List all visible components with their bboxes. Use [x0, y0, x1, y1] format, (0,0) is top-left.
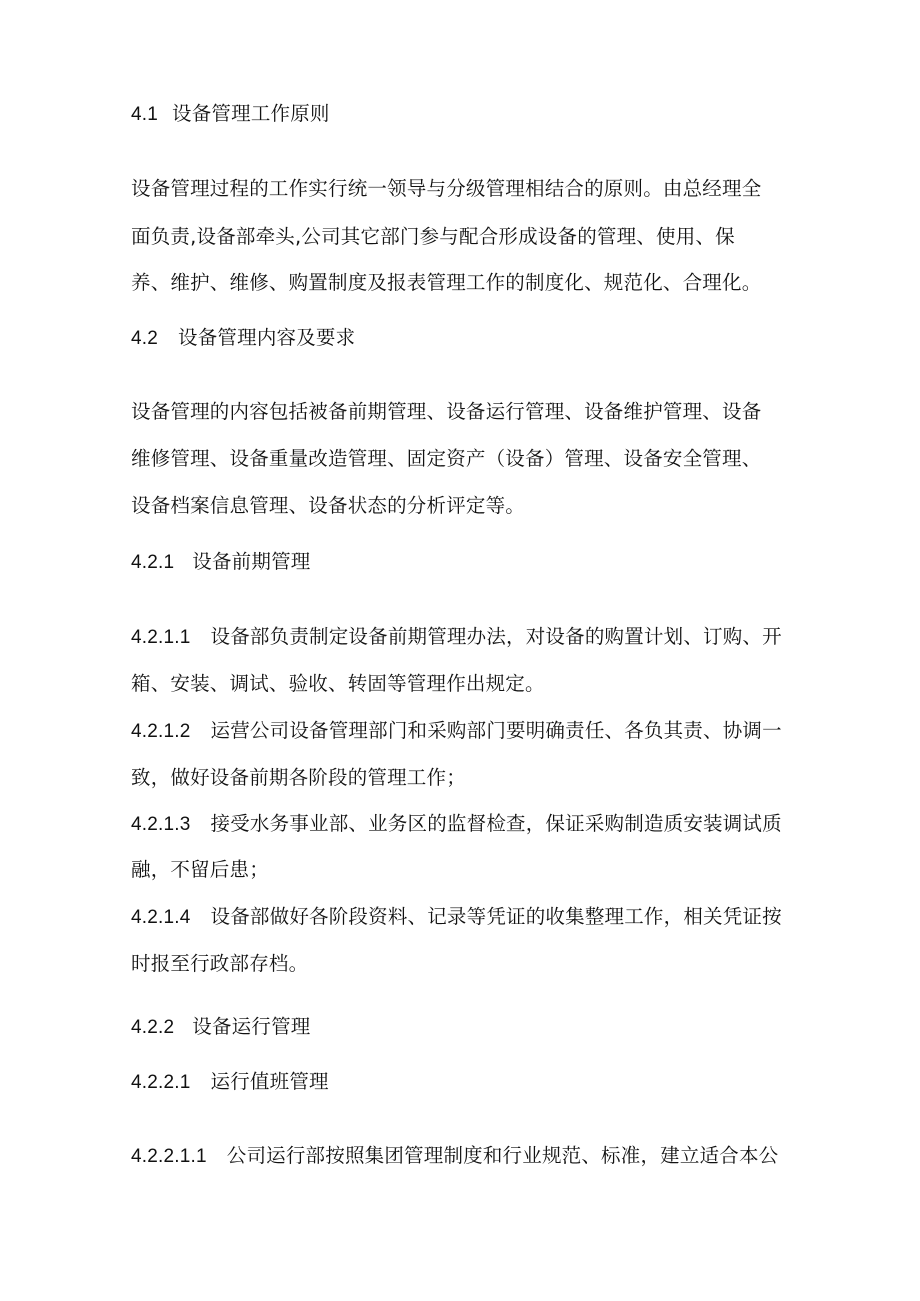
heading-number: 4.2.1: [131, 552, 175, 573]
list-item-continuation: 融，不留后患；: [131, 858, 269, 881]
item-text: 公司运行部按照集团管理制度和行业规范、标准，建立适合本公: [226, 1144, 779, 1167]
list-item-4-2-2-1-1: [131, 1144, 801, 1169]
paragraph-line: 设备管理过程的工作实行统一领导与分级管理相结合的原则。由总经理全: [131, 177, 762, 200]
item-number: 4.2.1.1: [131, 627, 191, 648]
heading-number: 4.1: [131, 104, 159, 125]
list-item-continuation: 箱、安装、调试、验收、转固等管理作出规定。: [131, 672, 545, 695]
paragraph-line: 面负责,设备部牵头,公司其它部门参与配合形成设备的管理、使用、保: [131, 225, 735, 248]
paragraph-line: 维修管理、设备重量改造管理、固定资产（设备）管理、设备安全管理、: [131, 447, 762, 470]
item-number: 4.2.2.1.1: [131, 1146, 207, 1167]
heading-title: 设备管理内容及要求: [178, 326, 356, 349]
paragraph-line: 养、维护、维修、购置制度及报表管理工作的制度化、规范化、合理化。: [131, 271, 762, 294]
heading-number: 4.2.2: [131, 1017, 175, 1038]
paragraph-line: 设备管理的内容包括被备前期管理、设备运行管理、设备维护管理、设备: [131, 400, 762, 423]
list-item-4-2-1-2: [131, 719, 801, 744]
list-item-4-2-1-3: [131, 812, 801, 837]
item-text: 设备部负责制定设备前期管理办法，对设备的购置计划、订购、开: [210, 625, 782, 648]
heading-title: 运行值班管理: [210, 1070, 329, 1093]
list-item-continuation: 时报至行政部存档。: [131, 952, 309, 975]
list-item-continuation: 致，做好设备前期各阶段的管理工作；: [131, 766, 466, 789]
heading-number: 4.2: [131, 328, 159, 349]
item-number: 4.2.1.3: [131, 814, 191, 835]
list-item-4-2-1-1: [131, 625, 801, 650]
heading-4-1: [131, 102, 801, 127]
heading-4-2-2: [131, 1015, 801, 1040]
item-number: 4.2.1.4: [131, 907, 191, 928]
list-item-4-2-1-4: [131, 905, 801, 930]
item-text: 运营公司设备管理部门和采购部门要明确责任、各负其责、协调一: [210, 719, 782, 742]
heading-4-2-2-1: [131, 1070, 801, 1095]
heading-title: 设备管理工作原则: [172, 102, 330, 125]
heading-title: 设备运行管理: [192, 1015, 311, 1038]
item-text: 接受水务事业部、业务区的监督检查，保证采购制造质安装调试质: [210, 812, 782, 835]
heading-4-2: [131, 326, 801, 351]
heading-4-2-1: [131, 550, 801, 575]
item-number: 4.2.1.2: [131, 721, 191, 742]
heading-title: 设备前期管理: [192, 550, 311, 573]
item-text: 设备部做好各阶段资料、记录等凭证的收集整理工作，相关凭证按: [210, 905, 782, 928]
heading-number: 4.2.2.1: [131, 1072, 191, 1093]
paragraph-line: 设备档案信息管理、设备状态的分析评定等。: [131, 494, 526, 517]
